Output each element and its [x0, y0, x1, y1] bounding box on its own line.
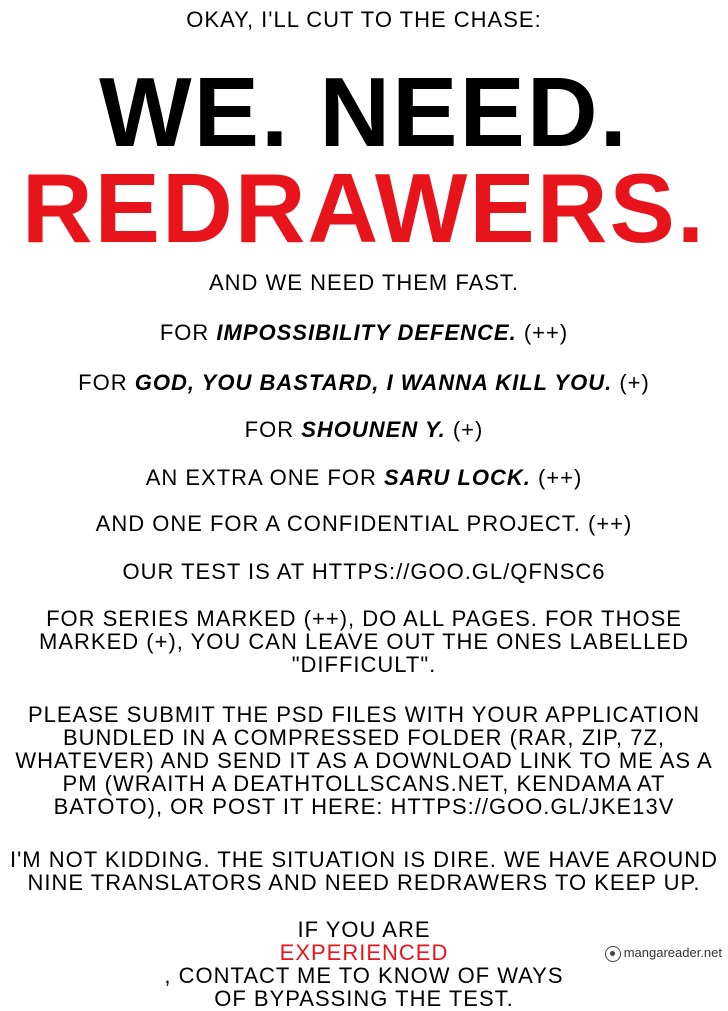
series-suffix: (++) — [530, 465, 583, 490]
paragraph-line: MARKED (+), YOU CAN LEAVE OUT THE ONES LABELLED — [39, 629, 689, 654]
paragraph-line: BUNDLED IN A COMPRESSED FOLDER (RAR, ZIP, 7Z, — [62, 725, 666, 750]
series-line-2 — [0, 371, 728, 395]
series-line-4 — [0, 466, 728, 490]
series-title: GOD, YOU BASTARD, I WANNA KILL YOU. — [134, 370, 613, 395]
series-suffix: (++) — [516, 320, 569, 345]
series-prefix: FOR — [159, 320, 217, 345]
experienced-highlight: EXPERIENCED — [279, 940, 449, 965]
paragraph-line: NINE TRANSLATORS AND NEED REDRAWERS TO KEEP UP. — [27, 870, 701, 895]
experienced-pre: IF YOU ARE — [297, 917, 431, 942]
series-suffix: (+) — [445, 417, 484, 442]
test-link-text: OUR TEST IS AT HTTPS://GOO.GL/QFNSC6 — [122, 559, 606, 584]
series-prefix: FOR — [78, 370, 135, 395]
series-prefix: FOR — [244, 417, 302, 442]
paragraph-line: "DIFFICULT". — [291, 652, 437, 677]
watermark-logo-icon — [605, 946, 621, 962]
experienced-post: , CONTACT ME TO KNOW OF WAYS — [164, 963, 564, 988]
series-prefix: AN EXTRA ONE FOR — [145, 465, 384, 490]
watermark-text: mangareader.net — [623, 945, 722, 961]
series-line-1 — [0, 321, 728, 345]
paragraph-line: FOR SERIES MARKED (++), DO ALL PAGES. FOR THOSE — [46, 606, 682, 631]
series-title: SARU LOCK. — [383, 465, 531, 490]
intro-text: OKAY, I'LL CUT TO THE CHASE: — [186, 7, 542, 32]
paragraph-line: OF BYPASSING THE TEST. — [214, 986, 514, 1011]
paragraph-line: PM (WRAITH A DEATHTOLLSCANS.NET, KENDAMA AT — [62, 771, 666, 796]
series-title: IMPOSSIBILITY DEFENCE. — [216, 320, 517, 345]
series-suffix: (+) — [612, 370, 650, 395]
marked-paragraph — [0, 607, 728, 676]
headline-redrawers: REDRAWERS. — [21, 153, 707, 263]
series-title: SHOUNEN Y. — [301, 417, 446, 442]
dire-paragraph — [0, 848, 728, 894]
experienced-paragraph — [0, 918, 728, 1010]
headline-we-need: WE. NEED. — [99, 57, 629, 167]
need-fast-text: AND WE NEED THEM FAST. — [208, 270, 520, 295]
submit-paragraph — [0, 703, 728, 818]
paragraph-line: BATOTO), OR POST IT HERE: HTTPS://GOO.GL/JKE13V — [53, 794, 675, 819]
confidential-text: AND ONE FOR A CONFIDENTIAL PROJECT. (++) — [95, 511, 633, 536]
paragraph-line: I'M NOT KIDDING. THE SITUATION IS DIRE. WE HAVE AROUND — [9, 847, 719, 872]
watermark — [605, 945, 722, 962]
paragraph-line: WHATEVER) AND SEND IT AS A DOWNLOAD LINK TO ME AS A — [15, 748, 713, 773]
paragraph-line: PLEASE SUBMIT THE PSD FILES WITH YOUR APPLICATION — [27, 702, 701, 727]
series-line-3 — [0, 418, 728, 442]
